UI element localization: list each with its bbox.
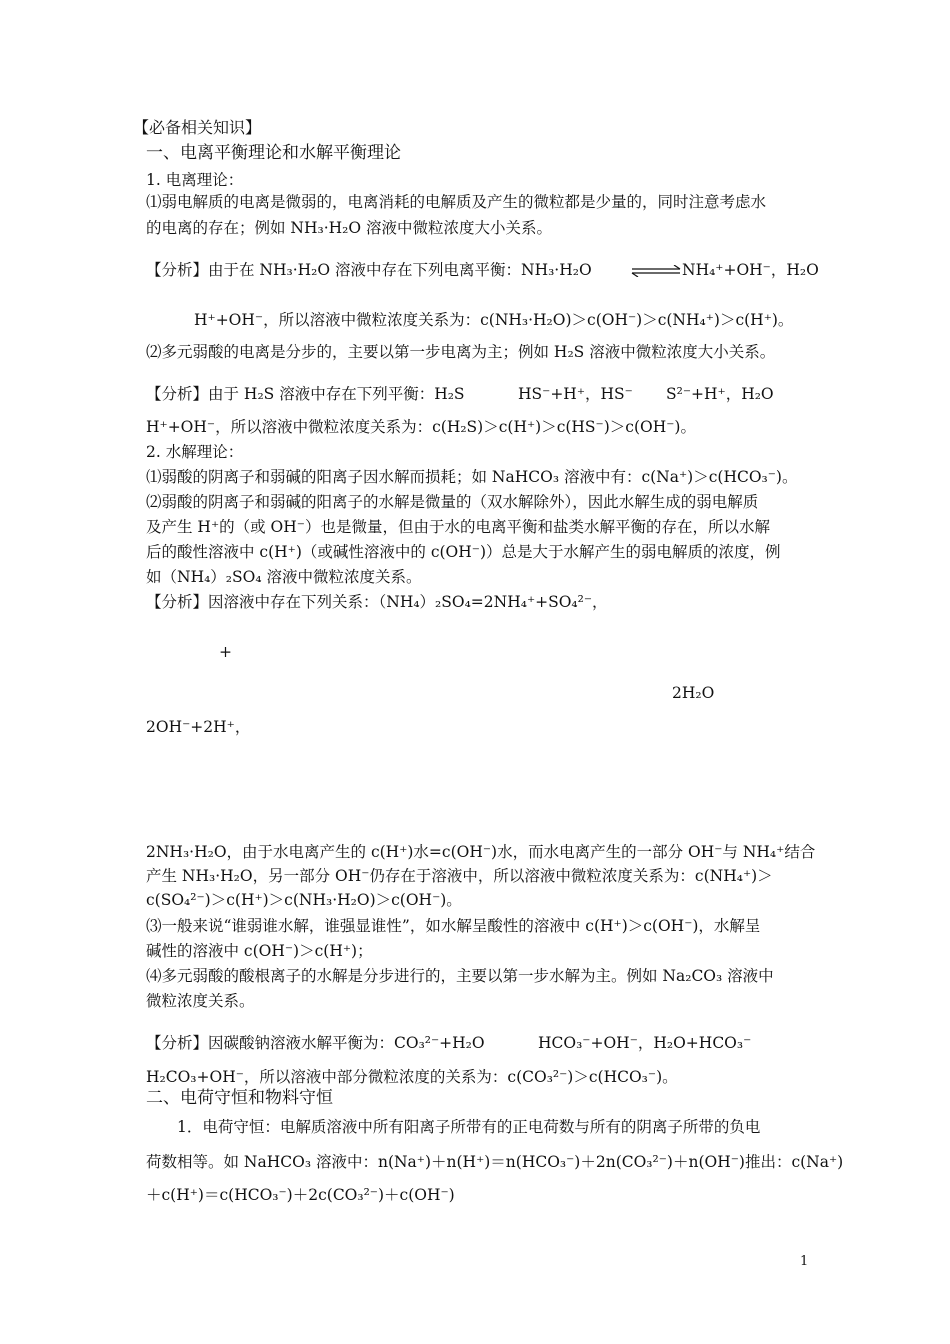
charge-conservation-line3: ＋c(H⁺)＝c(HCO₃⁻)＋2c(CO₃²⁻)＋c(OH⁻)	[146, 1186, 455, 1204]
charge-conservation-line2: 荷数相等。如 NaHCO₃ 溶液中：n(Na⁺)＋n(H⁺)＝n(HCO₃⁻)＋2n(CO₃²⁻)＋n(OH⁻)推出：c(Na⁺)	[146, 1153, 844, 1171]
hydrolysis-p2-line3: 后的酸性溶液中 c(H⁺)（或碱性溶液中的 c(OH⁻)）总是大于水解产生的弱电解质的浓度，例	[146, 543, 781, 561]
ionization-p2: ⑵多元弱酸的电离是分步的，主要以第一步电离为主；例如 H₂S 溶液中微粒浓度大小关系。	[146, 343, 776, 361]
charge-conservation-line1: 1．电荷守恒：电解质溶液中所有阳离子所带有的正电荷数与所有的阴离子所带的负电	[177, 1118, 761, 1136]
hydrolysis-p2-line2: 及产生 H⁺的（或 OH⁻）也是微量，但由于水的电离平衡和盐类水解平衡的存在，所以水解	[146, 518, 770, 536]
analysis-4-line2: H₂CO₃+OH⁻，所以溶液中部分微粒浓度的关系为：c(CO₃²⁻)＞c(HCO₃⁻)。	[146, 1068, 678, 1086]
subsection-ionization: 1. 电离理论：	[146, 171, 244, 189]
analysis-4-b: HCO₃⁻+OH⁻，H₂O+HCO₃⁻	[538, 1034, 752, 1052]
hydrolysis-p3-line1: ⑶一般来说“谁弱谁水解，谁强显谁性”，如水解呈酸性的溶液中 c(H⁺)＞c(OH⁻)，水解呈	[146, 917, 761, 935]
equilibrium-arrow-icon	[630, 265, 682, 277]
section-1-title: 一、电离平衡理论和水解平衡理论	[146, 143, 401, 163]
analysis-3-line5: 产生 NH₃·H₂O，另一部分 OH⁻仍存在于溶液中，所以溶液中微粒浓度关系为：c(NH₄⁺)＞	[146, 867, 773, 885]
analysis-3-line1: 【分析】因溶液中存在下列关系：（NH₄）₂SO₄=2NH₄⁺+SO₄²⁻，	[146, 593, 608, 611]
hydrolysis-p4-line2: 微粒浓度关系。	[146, 992, 255, 1010]
analysis-1-line1: 【分析】由于在 NH₃·H₂O 溶液中存在下列电离平衡：NH₃·H₂O	[146, 261, 592, 279]
analysis-1-line1-tail: NH₄⁺+OH⁻，H₂O	[682, 261, 819, 279]
analysis-3-line6: c(SO₄²⁻)＞c(H⁺)＞c(NH₃·H₂O)＞c(OH⁻)。	[146, 891, 462, 909]
analysis-4-a: 【分析】因碳酸钠溶液水解平衡为：CO₃²⁻+H₂O	[146, 1034, 485, 1052]
section-2-title: 二、电荷守恒和物料守恒	[146, 1088, 333, 1108]
page-number: 1	[800, 1254, 809, 1269]
analysis-2-b: HS⁻+H⁺，HS⁻	[518, 385, 633, 403]
analysis-3-line4: 2NH₃·H₂O，由于水电离产生的 c(H⁺)水=c(OH⁻)水，而水电离产生的一部分 OH⁻与 NH₄⁺结合	[146, 843, 816, 861]
analysis-2-a: 【分析】由于 H₂S 溶液中存在下列平衡：H₂S	[146, 385, 465, 403]
ionization-p1-line2: 的电离的存在；例如 NH₃·H₂O 溶液中微粒浓度大小关系。	[146, 219, 553, 237]
hydrolysis-p2-line4: 如（NH₄）₂SO₄ 溶液中微粒浓度关系。	[146, 568, 422, 586]
analysis-1-line2: H⁺+OH⁻，所以溶液中微粒浓度关系为：c(NH₃·H₂O)＞c(OH⁻)＞c(NH₄⁺)＞c(H⁺)。	[194, 311, 794, 329]
analysis-3-2oh: 2OH⁻+2H⁺，	[146, 718, 251, 736]
hydrolysis-p1: ⑴弱酸的阴离子和弱碱的阳离子因水解而损耗；如 NaHCO₃ 溶液中有：c(Na⁺)＞c(HCO₃⁻)。	[146, 468, 798, 486]
analysis-2-line2: H⁺+OH⁻，所以溶液中微粒浓度关系为：c(H₂S)＞c(H⁺)＞c(HS⁻)＞c(OH⁻)。	[146, 418, 696, 436]
hydrolysis-p3-line2: 碱性的溶液中 c(OH⁻)＞c(H⁺)；	[146, 942, 373, 960]
analysis-3-plus: +	[219, 643, 232, 661]
hydrolysis-p2-line1: ⑵弱酸的阴离子和弱碱的阳离子的水解是微量的（双水解除外），因此水解生成的弱电解质	[146, 493, 759, 511]
analysis-3-2h2o: 2H₂O	[672, 684, 715, 702]
hydrolysis-p4-line1: ⑷多元弱酸的酸根离子的水解是分步进行的，主要以第一步水解为主。例如 Na₂CO₃ 溶液中	[146, 967, 774, 985]
subsection-hydrolysis: 2. 水解理论：	[146, 443, 244, 461]
analysis-2-c: S²⁻+H⁺，H₂O	[666, 385, 774, 403]
ionization-p1-line1: ⑴弱电解质的电离是微弱的，电离消耗的电解质及产生的微粒都是少量的，同时注意考虑水	[146, 193, 767, 211]
heading-required-knowledge: 【必备相关知识】	[133, 118, 262, 137]
